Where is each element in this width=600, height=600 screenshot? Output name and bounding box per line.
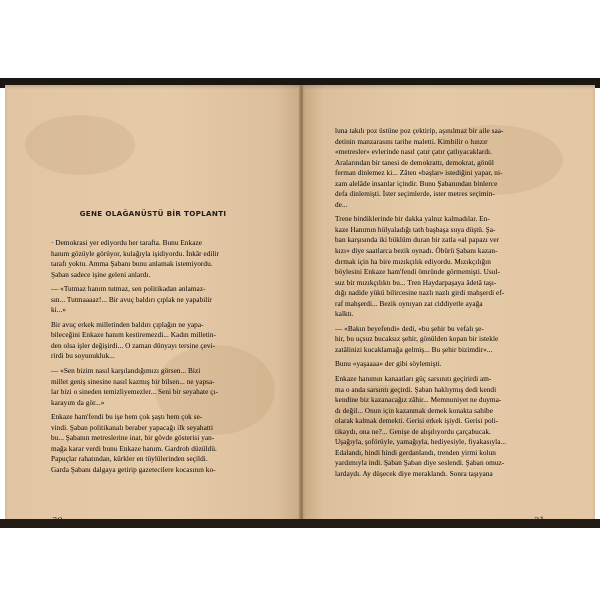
text-line: · Demokrasi yer ediyordu her tarafta. Bunu Enkaze (51, 239, 203, 247)
text-line: — «Tutmaz hanım tutmaz, sen politikadan anlamaz- (51, 285, 206, 294)
text-line: karayım da gör...» (51, 398, 105, 407)
text-line: Bir avuç erkek milletinden baldırı çıplağın ne yapa- (51, 320, 204, 329)
text-line: den olsa işler değişirdi... O zaman dünyayı tersine çevi- (51, 341, 216, 350)
text-line: zam alelâde insanlar içindir. Bunu Şabanından binlerce (335, 179, 498, 188)
text-line: Aralarından bir tanesi de demokrattı, demokrat, gönül (335, 158, 494, 167)
text-line: — «Bakın beyefendi» dedi, «bu şehir bu vefalı şe- (335, 324, 484, 333)
text-line: Enkaze hanımın kanaatları güç sarsınıtı geçirirdi am- (335, 375, 492, 384)
text-line: olarak kalmak demekti. Gerisi erkek işiydi. Gerisi poli- (335, 417, 499, 426)
text-line: ban karşısında iki büklüm duran bir zatla «al papazı ver (335, 236, 500, 245)
text-line: ki...» (51, 306, 67, 315)
text-line: bu... Şabanın metreslerine inat, bir gövde gösterisi yan- (51, 434, 215, 443)
text-line: millet geniş sinesine nasıl kazmış bir bilsen... ne yapsa- (51, 377, 215, 386)
text-line: kalktı. (335, 310, 354, 319)
chapter-title: GENE OLAĞANÜSTÜ BİR TOPLANTI (79, 209, 227, 218)
text-line: dığı nadide yükü bilircesine nazlı nazlı girdi mahşerdi ef- (335, 289, 505, 298)
text-line: detinin manzarasını tarihe maletti. Kimbilir o hınzır (335, 137, 488, 146)
text-line: zatâlinizi kucaklamağa gelmiş... Bu şehir bizimdir»... (335, 345, 493, 354)
text-line: — «Sen bizim nasıl karşılandığımızı görsen... Bizi (51, 367, 201, 376)
text-line: luna takılı poz üstüne poz çektirip, aşınılmaz bir aile saa- (335, 127, 504, 135)
text-line: lar bizi o sineden temizliyemezler... Seni bir seyahate çı- (51, 388, 219, 397)
text-line: Trene bindiklerinde bir dakka yalnız kalmadılar. En- (335, 215, 490, 224)
text-line: Garda Şabanı dalgaya getirip gazetecilere kocasının ko- (51, 465, 216, 474)
text-line: Edalandı, hindi hindi gerdanlandı, trenden yirmi kolun (335, 448, 496, 457)
paper-stain (25, 115, 135, 175)
text-line: dırmak için ha bire mızıkçılık ediyordu. Mızıkçılığın (335, 257, 491, 266)
text-line: Uşağıyla, şoförüyle, yamağıyla, hediyesiyle, fiyakasıyla... (335, 438, 507, 447)
text-line: suz bir mızıkçılıktı bu... Tren Haydarpaşaya âdetâ taşı- (335, 278, 497, 287)
text-line: kaze Hanımın hülyaladığı tath başbaşa suya düştü. Şa- (335, 225, 496, 234)
text-line: tikaydı, ona ne?... Genişe de alışılıyordu çarçabucak. (335, 427, 491, 436)
text-line: hir, bu uçsuz bucaksız şehir, gönülden kopan bir istekle (335, 335, 499, 344)
text-line: tarafı yoktu. Amma Şabanı bunu anlamak istemiyordu. (51, 260, 213, 269)
text-line: mağa karar verdi bunu Enkaze hanım. Gardrob düzüldü. (51, 444, 217, 453)
text-line: de... (335, 200, 348, 209)
text-line: raf mahşerdi... Bezik oynıyan zat ciddiyetle ayağa (335, 299, 483, 308)
text-line: bileceğini Enkaze hanım kestiremezdi... Kadın milletin- (51, 331, 217, 340)
text-line: kendine biz kazanacağız zâhir... Memnuniyet ne duyma- (335, 396, 502, 405)
text-line: böylesini Enkaze ham'fendi ömründe görmemişti. Usul- (335, 268, 500, 277)
text-line: kızı» diye saatlarca bezik oynadı. Öbürü Şabanı kazan- (335, 247, 498, 256)
text-line: Bunu «yaşaaaa» der gibi söylemişti. (335, 360, 442, 369)
text-line: ferman dinlemez ki... Zâten «başlar» istediğini yapar, ni- (335, 169, 503, 178)
text-line: rirdi bu soyunukluk... (51, 352, 115, 361)
text-line: Enkaze ham'fendi bu işe hem çok şaştı hem çok se- (51, 413, 203, 422)
text-line: ma o anda sarsıntı geçirdi. Şaban haklıymış dedi kendi (335, 385, 497, 394)
dark-background-bottom (0, 519, 600, 528)
text-line: vindi. Şaban politikanalı beraber yapacağı ilk seyahatti (51, 423, 214, 432)
left-page-body (51, 238, 285, 475)
text-line: «metresler» evlerinde nasıl çatır çatır çatlıyacaklardı. (335, 148, 492, 157)
text-line: lardaydı. Ay düşecek diye meraklandı. Sonra taşıyana (335, 469, 493, 478)
text-line: dı değil... Onun için kazanmak demek konakta sahibe (335, 406, 493, 415)
right-page-body (335, 126, 573, 480)
text-line: defa dinlemişti. İster seçimlerde, ister metres seçimin- (335, 190, 495, 199)
text-line: Şaban sadece işine geleni anlardı. (51, 270, 151, 279)
text-line: sın... Tutmaaaaz!... Bir avuç baldırı çıplak ne yapabilir (51, 295, 212, 304)
text-line: hanım gözüyle görüyor, kulağıyla işidiyordu. İnkâr edilir (51, 249, 220, 258)
text-line: Papuçlar rahatından, kürkler en tüylülerinden seçildi. (51, 455, 208, 464)
text-line: yardımıyla indi. Şaban Şaban diye seslendi. Şaban omuz- (335, 459, 505, 468)
